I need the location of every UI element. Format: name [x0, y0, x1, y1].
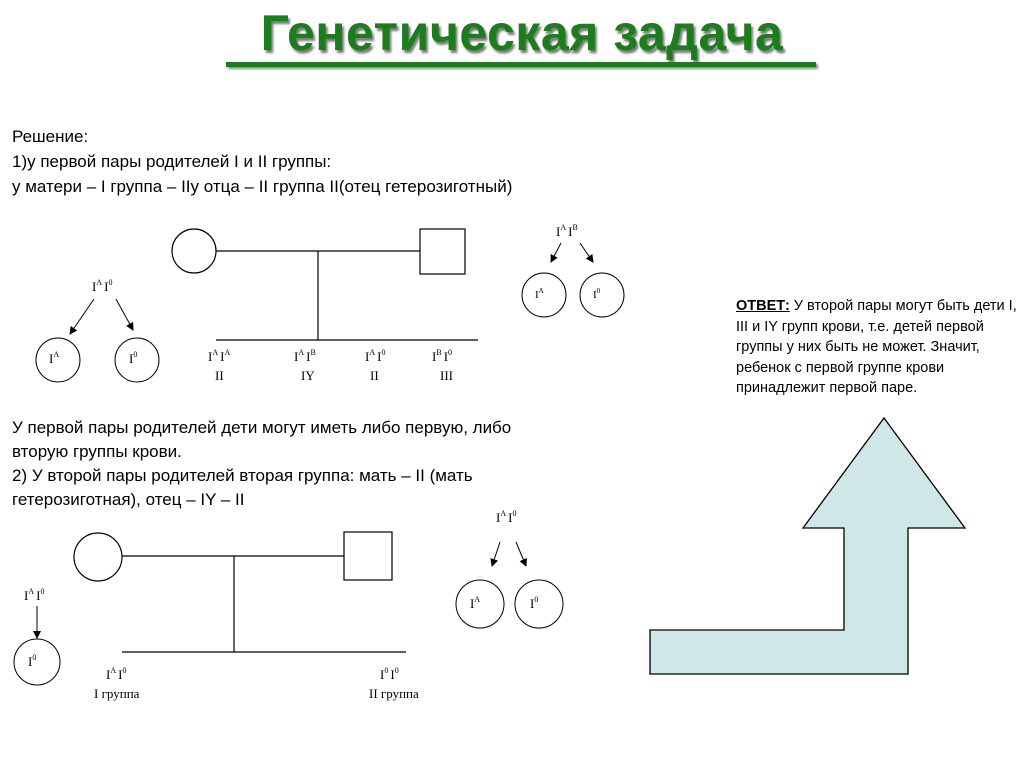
gamete-circle [115, 338, 159, 382]
middle-line-3: 2) У второй пары родителей вторая группа: мать – II (мать [12, 466, 473, 485]
gamete-label: $I^A$ [49, 350, 60, 366]
child-1-genotype: $I^A$ $I^A$ [208, 348, 231, 364]
child-2-genotype: $I^A$ $I^B$ [294, 348, 316, 364]
page-title: Генетическая задача [260, 5, 784, 61]
gamete-circle [36, 338, 80, 382]
father-1-symbol [420, 229, 465, 274]
child-3-group: II [370, 368, 379, 383]
mother-2-genotype: $I^A$ $I^0$ [24, 587, 45, 603]
gamete-label: $I^0$ [530, 595, 539, 611]
middle-line-2: вторую группы крови. [12, 442, 182, 461]
gamete-circle [456, 580, 504, 628]
child-3-genotype: $I^A$ $I^0$ [365, 348, 386, 364]
arrow-icon [551, 243, 561, 262]
gamete-label: $I^A$ [470, 595, 481, 611]
gamete-circle [515, 580, 563, 628]
child-2-1-genotype: $I^A$ $I^0$ [106, 666, 127, 682]
gamete-label: $I^0$ [28, 653, 37, 669]
arrow-icon [492, 542, 500, 566]
gamete-circle [580, 273, 624, 317]
intro-line-3: у матери – I группа – IIу отца – II группа II(отец гетерозиготный) [12, 177, 513, 196]
mother-2-symbol [74, 533, 122, 581]
child-2-group: IY [301, 368, 315, 383]
arrow-icon [116, 299, 133, 330]
child-2-2-genotype: $I^0$ $I^0$ [380, 666, 399, 682]
pedigree-2 [14, 509, 563, 701]
child-4-group: III [440, 368, 453, 383]
child-2-2-group: II группа [369, 686, 419, 701]
child-2-1-group: I группа [94, 686, 140, 701]
answer-text: У второй пары могут быть дети I, III и IY групп крови, т.е. детей первой группы у них быть не может. Значит, ребенок с первой группе крови принадлежит первой паре. [736, 298, 1017, 396]
pedigree-1 [36, 223, 624, 383]
intro-heading: Решение: [12, 127, 89, 146]
intro-line-2: 1)у первой пары родителей I и II группы: [12, 152, 332, 171]
answer-label: ОТВЕТ: [736, 298, 790, 314]
arrow-icon [516, 542, 526, 566]
gamete-circle [522, 273, 566, 317]
mother-1-symbol [172, 229, 216, 273]
child-4-genotype: $I^B$ $I^0$ [432, 348, 453, 364]
arrow-icon [580, 243, 593, 262]
gamete-label: $I^0$ [129, 350, 138, 366]
middle-line-4: гетерозиготная), отец – IY – II [12, 490, 245, 509]
middle-line-1: У первой пары родителей дети могут иметь либо первую, либо [12, 418, 512, 437]
bent-arrow-icon [650, 418, 965, 674]
arrow-icon [70, 299, 94, 334]
mother-1-genotype: $I^A$ $I^0$ [92, 278, 113, 294]
gamete-label: $I^A$ [535, 287, 544, 301]
gamete-circle [14, 639, 60, 685]
gamete-label: $I^0$ [593, 287, 601, 301]
father-1-genotype: $I^A$ $I^B$ [556, 223, 578, 239]
father-2-genotype: $I^A$ $I^0$ [496, 509, 517, 525]
child-1-group: II [215, 368, 224, 383]
father-2-symbol [344, 532, 392, 580]
